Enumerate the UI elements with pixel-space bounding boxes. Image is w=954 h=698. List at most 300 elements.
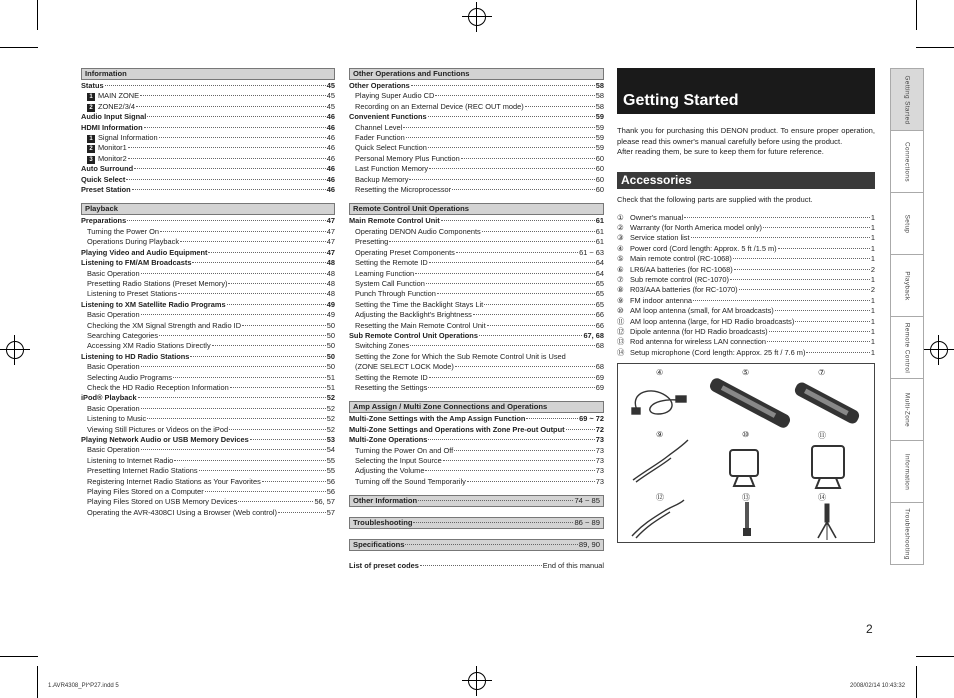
toc-entry-text: Operating DENON Audio Components — [355, 226, 481, 236]
toc-entry-text: List of preset codes — [349, 561, 419, 571]
toc-page: 56 — [326, 487, 335, 497]
toc-page: 61 — [595, 226, 604, 236]
toc-entry-title — [81, 248, 207, 258]
toc-entry-title — [87, 102, 135, 112]
dot-leader — [173, 377, 326, 378]
toc-entry-text: Resetting the Settings — [355, 382, 428, 392]
tab-connections — [890, 130, 924, 192]
dot-leader — [525, 106, 595, 107]
toc-entry-text: Monitor2 — [98, 153, 127, 163]
dot-leader — [767, 341, 870, 342]
toc-section-heading: Other Operations and Functions — [349, 68, 604, 80]
toc-entry-text: Listening to Music — [87, 414, 147, 424]
toc-entry — [81, 133, 335, 143]
toc-entry-text: Turning off the Sound Temporarily — [355, 476, 466, 486]
accessory-number: ⑨ — [617, 295, 624, 305]
accessory-text: Owner's manual — [630, 212, 684, 222]
accessory-item — [617, 254, 875, 264]
toc-entry-title — [87, 425, 228, 435]
accessory-item — [617, 233, 875, 243]
dot-leader — [730, 279, 870, 280]
toc-entry-title — [355, 373, 428, 383]
dot-leader — [127, 220, 326, 221]
tab-troubleshooting — [890, 502, 924, 565]
tab-information — [890, 440, 924, 502]
toc-entry-title — [87, 477, 261, 487]
toc-entry-title — [355, 102, 524, 112]
toc-entry-text: Switching Zones — [355, 341, 410, 351]
accessory-text: Power cord (Cord length: Approx. 5 ft /1.5 m) — [630, 243, 777, 253]
accessory-item — [617, 337, 875, 347]
toc-entry — [81, 164, 335, 174]
page-number: 2 — [866, 622, 873, 636]
toc-section — [349, 401, 604, 487]
toc-entry-title — [355, 352, 566, 362]
toc-page: 46 — [326, 185, 335, 195]
toc-entry-text: Viewing Still Pictures or Videos on the iPod — [87, 424, 229, 434]
toc-page: 68 — [595, 362, 604, 372]
dipole-antenna-icon — [632, 500, 684, 538]
toc-page: 60 — [595, 174, 604, 184]
dot-leader — [389, 241, 594, 242]
accessory-text: Sub remote control (RC-1070) — [630, 274, 729, 284]
toc-entry — [349, 279, 604, 289]
toc-entry-text: Quick Select — [81, 174, 126, 184]
footer-file: 1.AVR4308_PI^P27.indd 5 — [48, 683, 119, 689]
toc-entry — [81, 289, 335, 299]
toc-section-title: Troubleshooting — [353, 518, 413, 528]
accessory-qty: 1 — [870, 222, 875, 232]
dot-leader — [229, 429, 326, 430]
toc-entry-text: System Call Function — [355, 278, 425, 288]
accessory-qty: 1 — [870, 326, 875, 336]
toc-entry — [81, 393, 335, 403]
toc-entry-title — [87, 237, 179, 247]
toc-entry-text: Presetting Internet Radio Stations — [87, 466, 198, 476]
toc-entry-title — [355, 310, 472, 320]
registration-mark — [462, 666, 492, 696]
toc-entry-title — [87, 289, 177, 299]
toc-entry — [81, 237, 335, 247]
dot-leader — [437, 293, 595, 294]
toc-page: 64 — [595, 268, 604, 278]
accessory-label — [617, 296, 692, 306]
toc-entry-text: Operating Preset Components — [355, 247, 455, 257]
dot-leader — [452, 189, 595, 190]
toc-entry-text: Registering Internet Radio Stations as Your Favorites — [87, 476, 261, 486]
toc-entry-text: Setting the Zone for Which the Sub Remote Control Unit is Used — [355, 351, 566, 361]
toc-page: 56, 57 — [314, 497, 335, 507]
dot-leader — [443, 460, 595, 461]
toc-entry — [81, 143, 335, 153]
toc-section-heading — [349, 495, 604, 507]
toc-entry-text: Learning Function — [355, 268, 415, 278]
toc-entry-title — [355, 175, 408, 185]
accessory-number: ⑭ — [617, 347, 625, 357]
accessory-item — [617, 285, 875, 295]
toc-entry-text: Convenient Functions — [349, 112, 427, 122]
tab-label: Playback — [903, 270, 911, 301]
toc-section-heading — [349, 539, 604, 551]
image-label: ⑬ — [742, 493, 750, 503]
registration-mark — [462, 2, 492, 32]
toc-entry-title — [355, 227, 481, 237]
accessory-number: ① — [617, 212, 624, 222]
dot-leader — [418, 500, 573, 501]
accessory-text: R03/AAA batteries (for RC-1070) — [630, 285, 738, 295]
toc-entry-title — [87, 91, 139, 101]
toc-entry-title — [355, 383, 427, 393]
dot-leader — [487, 325, 595, 326]
toc-entry-text: Adjusting the Backlight's Brightness — [355, 310, 472, 320]
toc-entry — [349, 331, 604, 341]
dot-leader — [105, 85, 326, 86]
toc-number-badge: 2 — [87, 104, 95, 112]
toc-entry — [349, 466, 604, 476]
dot-leader — [128, 158, 326, 159]
toc-page: 50 — [326, 341, 335, 351]
toc-entry-title — [355, 258, 428, 268]
dot-leader — [141, 273, 326, 274]
toc-entry-title — [81, 393, 137, 403]
toc-entry-text: Setting the Time the Backlight Stays Lit — [355, 299, 484, 309]
accessories-check-text: Check that the following parts are supplied with the product. — [617, 194, 813, 204]
toc-page: 45 — [326, 81, 335, 90]
dot-leader — [141, 449, 326, 450]
toc-entry-text: Basic Operation — [87, 362, 140, 372]
preset-codes-entry — [349, 561, 604, 571]
toc-page: 45 — [326, 101, 335, 111]
toc-entry-text: Presetting — [355, 237, 389, 247]
dot-leader — [132, 189, 326, 190]
toc-entry — [349, 341, 604, 351]
toc-entry — [81, 352, 335, 362]
dot-leader — [228, 283, 325, 284]
dot-leader — [484, 304, 595, 305]
intro-paragraph — [617, 126, 875, 158]
toc-page: 50 — [326, 351, 335, 361]
dot-leader — [456, 252, 578, 253]
dot-leader — [199, 470, 326, 471]
toc-entry — [81, 102, 335, 112]
toc-entry — [349, 102, 604, 112]
toc-entry — [349, 81, 604, 91]
toc-entry — [81, 216, 335, 226]
toc-entry-text: Playing Files Stored on USB Memory Devices — [87, 497, 238, 507]
toc-section — [349, 203, 604, 393]
dot-leader — [441, 220, 595, 221]
dot-leader — [138, 397, 326, 398]
accessory-qty: 2 — [870, 285, 875, 295]
registration-mark — [924, 335, 954, 365]
dot-leader — [693, 300, 870, 301]
toc-page: 52 — [326, 393, 335, 403]
toc-entry-title — [355, 362, 454, 372]
toc-page: 58 — [595, 81, 604, 90]
dot-leader — [435, 95, 594, 96]
toc-entry-text: Backup Memory — [355, 174, 409, 184]
toc-page: 69 — [595, 382, 604, 392]
dot-leader — [734, 269, 870, 270]
toc-entry-title — [81, 112, 146, 122]
toc-entry-text: Multi-Zone Settings and Operations with Zone Pre-out Output — [349, 424, 565, 434]
toc-page: 72 — [595, 424, 604, 434]
toc-page: 60 — [595, 164, 604, 174]
toc-entry — [81, 445, 335, 455]
toc-number-badge: 1 — [87, 135, 95, 143]
toc-page: 51 — [326, 372, 335, 382]
toc-entry — [81, 362, 335, 372]
accessory-qty: 1 — [870, 337, 875, 347]
dot-leader — [410, 345, 595, 346]
dot-leader — [461, 158, 595, 159]
toc-page: 46 — [326, 174, 335, 184]
toc-entry-text: Monitor1 — [98, 143, 127, 153]
dot-leader — [428, 116, 595, 117]
toc-page: 50 — [326, 362, 335, 372]
toc-entry — [81, 331, 335, 341]
toc-entry — [349, 175, 604, 185]
toc-entry — [349, 133, 604, 143]
toc-number-badge: 3 — [87, 156, 95, 164]
accessory-text: AM loop antenna (large, for HD Radio broadcasts) — [630, 316, 795, 326]
toc-section-title: Specifications — [353, 540, 405, 550]
accessory-item — [617, 348, 875, 358]
toc-page: 69 — [595, 372, 604, 382]
image-label: ⑦ — [818, 368, 826, 378]
toc-entry-text: Adjusting the Volume — [355, 466, 425, 476]
accessory-label — [617, 348, 805, 358]
dot-leader — [425, 470, 594, 471]
toc-entry-text: Check the HD Radio Reception Information — [87, 382, 229, 392]
toc-entry-text: ZONE2/3/4 — [98, 101, 135, 111]
toc-entry-title — [355, 446, 453, 456]
toc-entry — [81, 123, 335, 133]
crop-mark — [0, 656, 38, 657]
accessory-label — [617, 223, 762, 233]
toc-entry — [349, 300, 604, 310]
footer-timestamp: 2008/02/14 10:43:32 — [850, 683, 906, 689]
toc-entry-text: Playing Video and Audio Equipment — [81, 247, 208, 257]
toc-entry-title — [355, 133, 405, 143]
getting-started-banner — [617, 68, 875, 114]
accessory-item — [617, 213, 875, 223]
dot-leader — [208, 252, 325, 253]
tab-label: Troubleshooting — [903, 507, 911, 560]
toc-entry-title — [81, 258, 191, 268]
toc-entry — [349, 289, 604, 299]
dot-leader — [262, 481, 326, 482]
toc-entry — [81, 81, 335, 91]
accessory-qty: 1 — [870, 306, 875, 316]
dot-leader — [192, 262, 325, 263]
toc-entry-title — [87, 466, 198, 476]
accessory-text: Rod antenna for wireless LAN connection — [630, 337, 766, 347]
dot-leader — [242, 325, 326, 326]
dot-leader — [178, 293, 326, 294]
toc-entry — [81, 185, 335, 195]
toc-page: 60 — [595, 153, 604, 163]
toc-section — [349, 539, 604, 551]
toc-section — [349, 517, 604, 529]
toc-page: 52 — [326, 414, 335, 424]
toc-entry-title — [81, 175, 125, 185]
toc-entry-title — [87, 227, 159, 237]
toc-page: 59 — [595, 112, 604, 122]
toc-entry — [349, 352, 604, 362]
toc-entry-text: Searching Categories — [87, 330, 159, 340]
toc-page: 59 — [595, 143, 604, 153]
toc-section — [349, 68, 604, 195]
toc-entry — [349, 258, 604, 268]
toc-entry-text: Quick Select Function — [355, 143, 427, 153]
dot-leader — [230, 387, 326, 388]
toc-entry-title — [349, 112, 427, 122]
toc-number-badge: 2 — [87, 145, 95, 153]
dot-leader — [479, 335, 583, 336]
crop-mark — [916, 656, 954, 657]
dot-leader — [795, 321, 870, 322]
accessory-qty: 1 — [870, 212, 875, 222]
toc-entry-title — [355, 237, 388, 247]
toc-page: 65 — [595, 289, 604, 299]
toc-left-column — [81, 68, 335, 526]
toc-page: 54 — [326, 445, 335, 455]
dot-leader — [429, 377, 595, 378]
toc-entry — [81, 248, 335, 258]
accessory-number: ③ — [617, 233, 624, 243]
tab-getting-started — [890, 68, 924, 130]
toc-entry — [81, 435, 335, 445]
dot-leader — [141, 366, 326, 367]
toc-entry-title — [349, 216, 440, 226]
toc-page: 46 — [326, 112, 335, 122]
toc-page: 51 — [326, 382, 335, 392]
toc-entry-text: Operations During Playback — [87, 237, 180, 247]
dot-leader — [144, 127, 326, 128]
toc-entry-title — [87, 279, 227, 289]
toc-entry-title — [87, 487, 204, 497]
dot-leader — [467, 481, 595, 482]
crop-mark — [916, 47, 954, 48]
toc-page: 74 ~ 85 — [574, 496, 600, 506]
toc-entry-title — [355, 477, 466, 487]
toc-entry-title — [87, 341, 211, 351]
dot-leader — [806, 352, 869, 353]
section-tabs — [890, 68, 924, 565]
toc-section-heading — [349, 517, 604, 529]
dot-leader — [141, 314, 326, 315]
toc-page: 67, 68 — [583, 330, 604, 340]
accessory-label — [617, 317, 794, 327]
dot-leader — [691, 237, 870, 238]
toc-page: 50 — [326, 320, 335, 330]
accessory-label — [617, 337, 766, 347]
toc-page: 45 — [326, 91, 335, 101]
toc-entry-title — [87, 362, 140, 372]
toc-page: 48 — [326, 258, 335, 268]
toc-page: 68 — [595, 341, 604, 351]
toc-entry-title — [81, 81, 104, 91]
accessory-qty: 1 — [870, 233, 875, 243]
toc-entry-title — [349, 414, 525, 424]
toc-entry-text: Playing Super Audio CD — [355, 91, 435, 101]
toc-entry-text: Punch Through Function — [355, 289, 436, 299]
toc-entry-text: Channel Level — [355, 122, 403, 132]
toc-entry-text: Signal Information — [98, 133, 158, 143]
toc-entry-text: Listening to FM/AM Broadcasts — [81, 258, 192, 268]
toc-entry-text: Listening to Internet Radio — [87, 455, 174, 465]
toc-entry-title — [81, 435, 249, 445]
accessory-number: ⑪ — [617, 316, 625, 326]
dot-leader — [190, 356, 325, 357]
toc-entry — [81, 414, 335, 424]
toc-entry-text: Operating the AVR-4308CI Using a Browser (Web control) — [87, 507, 277, 517]
toc-page: 46 — [326, 143, 335, 153]
toc-entry-title — [355, 154, 460, 164]
accessory-qty: 1 — [870, 316, 875, 326]
dot-leader — [159, 137, 326, 138]
dot-leader — [415, 273, 595, 274]
accessory-item — [617, 317, 875, 327]
toc-page: 46 — [326, 153, 335, 163]
toc-entry — [349, 154, 604, 164]
toc-entry — [349, 321, 604, 331]
toc-entry — [81, 341, 335, 351]
toc-entry-text: Basic Operation — [87, 310, 140, 320]
accessory-number: ⑧ — [617, 285, 624, 295]
toc-entry-title — [87, 456, 173, 466]
toc-page: 55 — [326, 466, 335, 476]
toc-entry-text: Turning the Power On — [87, 226, 160, 236]
accessory-number: ⑫ — [617, 326, 625, 336]
accessory-item — [617, 244, 875, 254]
toc-entry — [349, 383, 604, 393]
dot-leader — [227, 304, 326, 305]
toc-entry-text: Resetting the Microprocessor — [355, 185, 452, 195]
toc-entry — [81, 227, 335, 237]
toc-entry-title — [355, 269, 414, 279]
accessory-text: Dipole antenna (for HD Radio broadcasts) — [630, 326, 768, 336]
tab-label: Connections — [903, 141, 911, 182]
toc-page: 52 — [326, 403, 335, 413]
toc-page: 66 — [595, 310, 604, 320]
toc-entry-title — [87, 497, 237, 507]
toc-entry-title — [87, 133, 158, 143]
dot-leader — [238, 501, 313, 502]
toc-entry-title — [355, 91, 434, 101]
dot-leader — [454, 450, 595, 451]
toc-page: 59 — [595, 133, 604, 143]
toc-entry-title — [349, 425, 565, 435]
toc-entry-title — [87, 310, 140, 320]
dot-leader — [411, 85, 595, 86]
toc-entry-text: Listening to Preset Stations — [87, 289, 177, 299]
toc-section-heading: Playback — [81, 203, 335, 215]
toc-entry-title — [81, 300, 226, 310]
accessory-item — [617, 265, 875, 275]
toc-entry — [349, 373, 604, 383]
toc-entry — [349, 477, 604, 487]
toc-entry-title — [355, 321, 486, 331]
toc-middle-column — [349, 68, 604, 572]
toc-entry-text: Multi-Zone Operations — [349, 435, 428, 445]
toc-entry-title — [355, 289, 436, 299]
toc-page: 47 — [326, 226, 335, 236]
toc-entry-text: Selecting the Input Source — [355, 456, 442, 465]
tab-remote-control — [890, 316, 924, 378]
toc-page: 47 — [326, 247, 335, 257]
